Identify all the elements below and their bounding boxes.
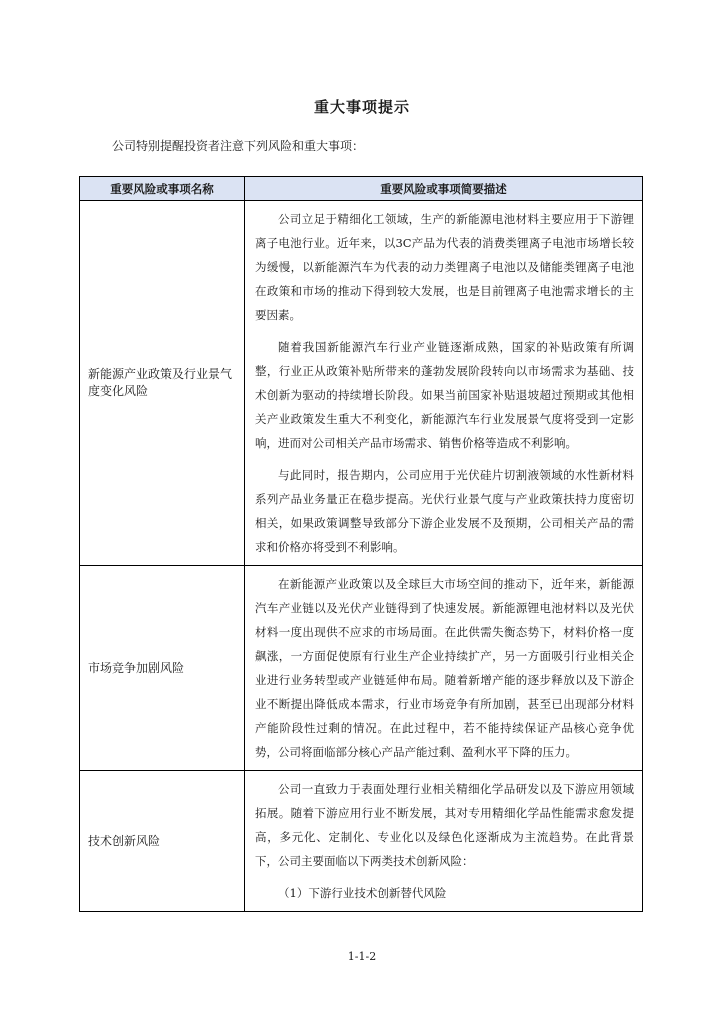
description-paragraph: 公司一直致力于表面处理行业相关精细化学品研发以及下游应用领域拓展。随着下游应用行业不断发展，其对专用精细化学品性能需求愈发提高，多元化、定制化、专业化以及绿色化逐渐成为主流趋势。在此背景下，公司主要面临以下两类技术创新风险： <box>255 782 634 868</box>
risk-name-competition: 市场竞争加剧风险 <box>80 566 245 771</box>
table-row <box>80 201 643 566</box>
intro-text: 公司特别提醒投资者注意下列风险和重大事项： <box>112 139 365 153</box>
risk-table <box>79 176 643 912</box>
risk-description-innovation <box>245 771 643 912</box>
page-number: 1-1-2 <box>347 950 377 963</box>
risk-description-policy <box>245 201 643 566</box>
description-paragraph: 随着我国新能源汽车行业产业链逐渐成熟，国家的补贴政策有所调整，行业正从政策补贴所带来的蓬勃发展阶段转向以市场需求为基础、技术创新为驱动的持续增长阶段。如果当前国家补贴退坡超过预期或其他相关产业政策发生重大不利变化，新能源汽车行业发展景气度将受到一定影响，进而对公司相关产品市场需求、销售价格等造成不利影响。 <box>255 340 634 450</box>
description-paragraph: 公司立足于精细化工领域，生产的新能源电池材料主要应用于下游锂离子电池行业。近年来，以3C产品为代表的消费类锂离子电池市场增长较为缓慢，以新能源汽车为代表的动力类锂离子电池以及储能类锂离子电池在政策和市场的推动下得到较大发展，也是目前锂离子电池需求增长的主要因素。 <box>255 212 634 322</box>
table-row <box>80 566 643 771</box>
header-risk-description: 重要风险或事项简要描述 <box>245 177 643 201</box>
risk-description-competition <box>245 566 643 771</box>
description-paragraph: （1）下游行业技术创新替代风险 <box>278 886 447 900</box>
page-title: 重大事项提示 <box>313 98 410 116</box>
header-risk-name: 重要风险或事项名称 <box>80 177 245 201</box>
description-paragraph: 与此同时，报告期内，公司应用于光伏硅片切割液领域的水性新材料系列产品业务量正在稳步提高。光伏行业景气度与产业政策扶持力度密切相关，如果政策调整导致部分下游企业发展不及预期，公司相关产品的需求和价格亦将受到不利影响。 <box>255 468 634 554</box>
table-row <box>80 771 643 912</box>
risk-name-policy: 新能源产业政策及行业景气度变化风险 <box>80 201 245 566</box>
description-paragraph: 在新能源产业政策以及全球巨大市场空间的推动下，近年来，新能源汽车产业链以及光伏产业链得到了快速发展。新能源锂电池材料以及光伏材料一度出现供不应求的市场局面。在此供需失衡态势下，材料价格一度飙涨，一方面促使原有行业生产企业持续扩产，另一方面吸引行业相关企业进行业务转型或产业链延伸布局。随着新增产能的逐步释放以及下游企业不断提出降低成本需求，行业市场竞争有所加剧，甚至已出现部分材料产能阶段性过剩的情况。在此过程中，若不能持续保证产品核心竞争优势，公司将面临部分核心产品产能过剩、盈利水平下降的压力。 <box>255 577 634 759</box>
table-header-row <box>80 177 643 201</box>
risk-name-innovation: 技术创新风险 <box>80 771 245 912</box>
